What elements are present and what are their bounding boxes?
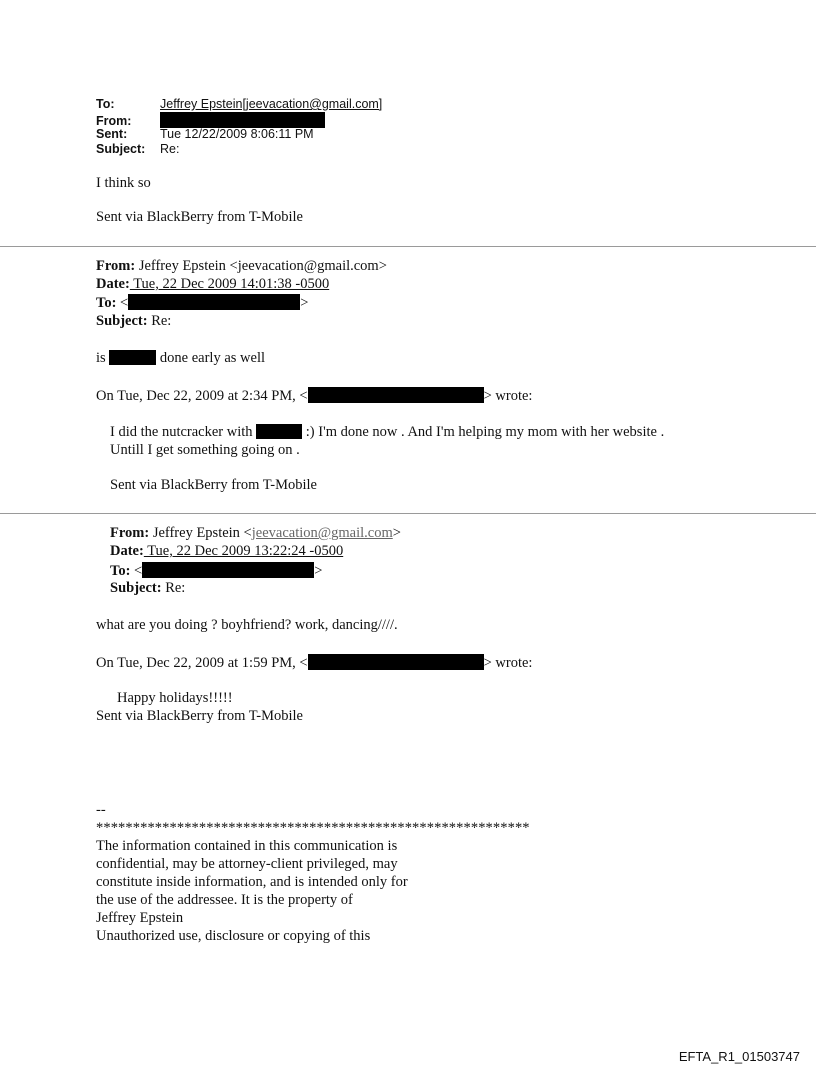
msg3-date-row — [110, 543, 343, 560]
msg3-subject-value: Re: — [161, 580, 186, 596]
msg2-to-label: To: — [96, 295, 117, 311]
msg3-from-suffix: > — [392, 525, 401, 541]
msg2-quote1-suffix: :) I'm done now . And I'm helping my mom with her website . — [302, 424, 665, 440]
redaction-box — [308, 387, 484, 403]
header-subject-value: Re: — [160, 142, 180, 156]
msg2-quote-line3: Sent via BlackBerry from T-Mobile — [110, 477, 317, 493]
footer-stars: *********************************************************** — [96, 820, 530, 836]
divider — [0, 513, 816, 514]
header-sent-value: Tue 12/22/2009 8:06:11 PM — [160, 127, 314, 141]
msg2-wrote-line — [96, 387, 532, 405]
body1-line2: Sent via BlackBerry from T-Mobile — [96, 209, 303, 225]
msg3-from-row — [110, 525, 401, 542]
msg2-subject-value: Re: — [147, 313, 172, 329]
msg3-to-close: > — [314, 563, 323, 579]
msg3-quote-line2: Sent via BlackBerry from T-Mobile — [96, 708, 303, 724]
msg3-to-row — [110, 562, 322, 580]
msg3-to-label: To: — [110, 563, 131, 579]
redaction-box — [142, 562, 314, 578]
msg3-date-value: Tue, 22 Dec 2009 13:22:24 -0500 — [143, 543, 344, 559]
msg2-quote-line1 — [110, 424, 664, 441]
msg3-from-prefix: Jeffrey Epstein < — [149, 525, 252, 541]
msg2-subject-label: Subject: — [96, 313, 148, 329]
footer-line: Jeffrey Epstein — [96, 910, 184, 926]
msg3-from-label: From: — [110, 525, 150, 541]
msg2-is-suffix: done early as well — [156, 350, 266, 366]
msg3-wrote-prefix: On Tue, Dec 22, 2009 at 1:59 PM, < — [96, 655, 308, 671]
header-from-row — [96, 112, 325, 128]
msg2-from-value: Jeffrey Epstein <jeevacation@gmail.com> — [135, 258, 387, 274]
header-to-row — [96, 97, 382, 111]
header-sent-row — [96, 127, 314, 141]
body1-line1: I think so — [96, 175, 151, 191]
msg2-quote-line2: Untill I get something going on . — [110, 442, 300, 458]
redaction-box — [256, 424, 302, 439]
msg2-is-prefix: is — [96, 350, 110, 366]
msg2-from-row — [96, 258, 387, 275]
document-id: EFTA_R1_01503747 — [678, 1049, 800, 1064]
msg3-wrote-line — [96, 654, 532, 672]
msg2-quote1-prefix: I did the nutcracker with — [110, 424, 257, 440]
header-sent-label: Sent: — [96, 127, 128, 141]
header-subject-label: Subject: — [96, 142, 146, 156]
msg2-wrote-prefix: On Tue, Dec 22, 2009 at 2:34 PM, < — [96, 388, 308, 404]
msg3-subject-row — [110, 580, 185, 597]
redaction-box — [308, 654, 484, 670]
msg2-to-open: < — [116, 295, 129, 311]
header-subject-row — [96, 142, 179, 156]
footer-line: confidential, may be attorney-client privileged, may — [96, 856, 398, 872]
footer-line: Unauthorized use, disclosure or copying of this — [96, 928, 371, 944]
msg3-to-open: < — [130, 563, 143, 579]
msg3-date-label: Date: — [110, 543, 144, 559]
msg2-body-line — [96, 350, 265, 367]
redaction-box — [160, 112, 325, 128]
footer-line: the use of the addressee. It is the property of — [96, 892, 353, 908]
msg2-date-label: Date: — [96, 276, 130, 292]
msg2-subject-row — [96, 313, 171, 330]
header-from-label: From: — [96, 114, 132, 128]
msg2-date-row — [96, 276, 329, 293]
header-to-value: Jeffrey Epstein[jeevacation@gmail.com] — [160, 97, 383, 111]
header-to-label: To: — [96, 97, 115, 111]
msg2-wrote-suffix: > wrote: — [483, 388, 533, 404]
msg2-from-label: From: — [96, 258, 136, 274]
footer-line: constitute inside information, and is intended only for — [96, 874, 408, 890]
msg3-email-link[interactable]: jeevacation@gmail.com — [251, 525, 393, 541]
footer-dashes: -- — [96, 802, 106, 818]
msg3-quote-line1: Happy holidays!!!!! — [117, 690, 233, 706]
msg3-body: what are you doing ? boyhfriend? work, dancing////. — [96, 617, 398, 633]
msg3-subject-label: Subject: — [110, 580, 162, 596]
redaction-box — [128, 294, 300, 310]
msg2-date-value: Tue, 22 Dec 2009 14:01:38 -0500 — [129, 276, 330, 292]
msg2-to-row — [96, 294, 308, 312]
divider — [0, 246, 816, 247]
msg3-wrote-suffix: > wrote: — [483, 655, 533, 671]
footer-line: The information contained in this communication is — [96, 838, 398, 854]
redaction-box — [109, 350, 156, 365]
msg2-to-close: > — [300, 295, 309, 311]
